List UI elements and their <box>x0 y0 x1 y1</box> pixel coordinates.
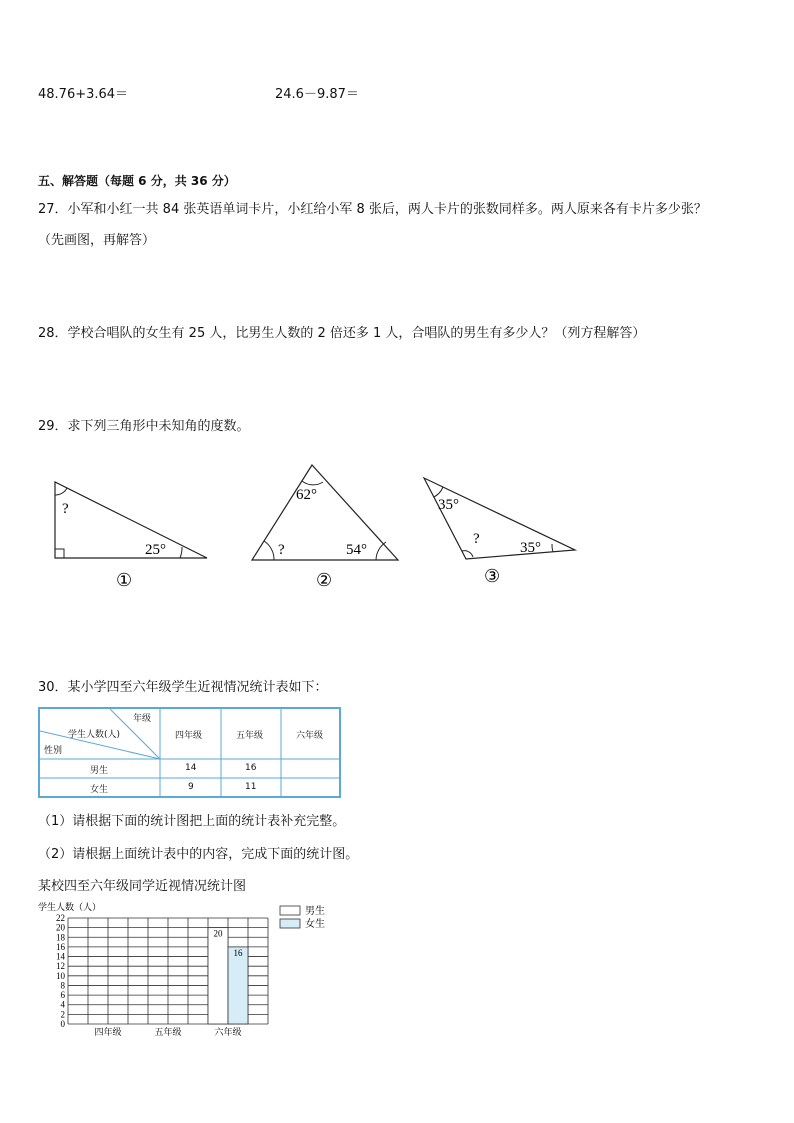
bar-女生 <box>228 947 248 1024</box>
table-col-grade4: 四年级 <box>175 731 203 741</box>
question-27: 27．小军和小红一共 84 张英语单词卡片，小红给小军 8 张后，两人卡片的张数同样多。两人原来各有卡片多少张？ <box>38 202 707 217</box>
y-tick-label: 14 <box>56 951 65 962</box>
question-30-sub2: （2）请根据上面统计表中的内容，完成下面的统计图。 <box>38 847 359 862</box>
legend-swatch <box>280 919 300 928</box>
table-cell-girls-grade4: 9 <box>188 782 194 792</box>
legend-label: 女生 <box>305 919 325 930</box>
chart-ylabel: 学生人数（人） <box>38 902 102 912</box>
table-corner-count: 学生人数(人) <box>68 730 121 740</box>
x-tick-label: 四年级 <box>94 1027 122 1037</box>
y-tick-label: 2 <box>60 1009 65 1020</box>
table-cell-girls-grade5: 11 <box>245 782 257 792</box>
stats-table <box>38 707 341 798</box>
table-corner-grade: 年级 <box>133 714 152 724</box>
table-row-boys-label: 男生 <box>90 766 109 776</box>
chart-title: 某校四至六年级同学近视情况统计图 <box>38 879 247 894</box>
y-tick-label: 22 <box>56 913 65 923</box>
legend-swatch <box>280 906 300 915</box>
calc-expression-2: 24.6－9.87＝ <box>275 87 359 102</box>
question-28: 28．学校合唱队的女生有 25 人，比男生人数的 2 倍还多 1 人，合唱队的男生有多少人？（列方程解答） <box>38 326 646 341</box>
triangle-1 <box>55 482 207 590</box>
y-tick-label: 4 <box>60 999 65 1010</box>
table-cell-boys-grade5: 16 <box>245 763 257 773</box>
question-30: 30．某小学四至六年级学生近视情况统计表如下： <box>38 680 328 695</box>
x-tick-label: 五年级 <box>154 1027 182 1037</box>
triangle-1-unknown: ? <box>62 501 69 517</box>
table-row-girls-label: 女生 <box>90 785 109 795</box>
triangle-2 <box>252 465 398 590</box>
y-tick-label: 20 <box>56 922 65 933</box>
table-col-grade6: 六年级 <box>296 731 324 741</box>
triangle-1-angle: 25° <box>145 542 166 558</box>
triangle-2-angle: 54° <box>346 542 367 558</box>
x-tick-label: 六年级 <box>214 1027 242 1037</box>
y-tick-label: 12 <box>56 961 65 972</box>
triangle-3-number: ③ <box>484 566 501 586</box>
triangle-1-number: ① <box>116 570 133 590</box>
bar-男生 <box>208 928 228 1024</box>
y-tick-label: 0 <box>60 1019 65 1029</box>
y-tick-label: 10 <box>56 970 65 981</box>
triangle-2-number: ② <box>316 570 333 590</box>
question-30-sub1: （1）请根据下面的统计图把上面的统计表补充完整。 <box>38 814 346 829</box>
y-tick-label: 6 <box>60 990 65 1001</box>
y-tick-label: 18 <box>56 932 65 943</box>
question-27-note: （先画图，再解答） <box>38 233 156 248</box>
legend-label: 男生 <box>305 906 325 917</box>
triangle-3-angle: 35° <box>520 540 541 556</box>
triangle-3 <box>424 478 575 586</box>
bar-chart <box>30 897 340 1042</box>
bar-data-label: 16 <box>233 947 243 958</box>
triangle-2-angle-top: 62° <box>296 487 317 503</box>
table-cell-boys-grade4: 14 <box>185 763 197 773</box>
table-corner-gender: 性别 <box>44 746 63 756</box>
triangle-2-unknown: ? <box>278 542 285 558</box>
y-tick-label: 16 <box>56 941 65 952</box>
question-29: 29．求下列三角形中未知角的度数。 <box>38 419 250 434</box>
triangle-3-unknown: ? <box>473 531 480 547</box>
y-tick-label: 8 <box>60 980 65 991</box>
bar-data-label: 20 <box>213 928 223 939</box>
table-col-grade5: 五年级 <box>236 731 264 741</box>
calc-expression-1: 48.76+3.64＝ <box>38 87 129 102</box>
triangles-figure <box>40 455 600 595</box>
section-heading: 五、解答题（每题 6 分，共 36 分） <box>38 174 236 188</box>
triangle-3-angle-top: 35° <box>438 497 459 513</box>
